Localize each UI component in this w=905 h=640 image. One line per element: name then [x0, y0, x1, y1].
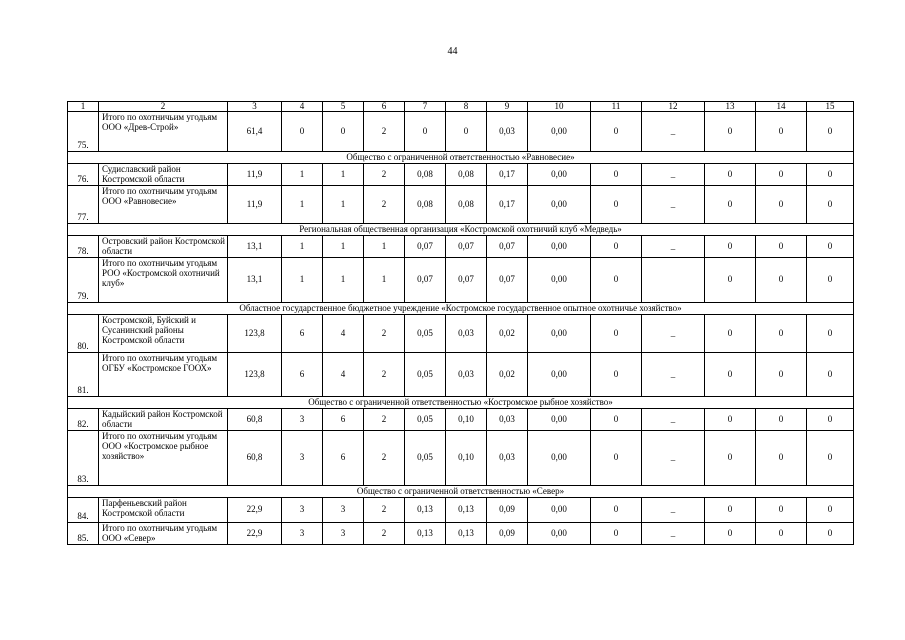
table-cell: 0,13 — [446, 523, 487, 545]
row-number: 84. — [68, 498, 99, 523]
table-cell: 0 — [807, 409, 854, 431]
row-number: 76. — [68, 164, 99, 186]
table-cell: 1 — [282, 164, 323, 186]
row-name: Островский район Костромской области — [99, 236, 228, 258]
table-cell: 0 — [807, 315, 854, 353]
table-cell: 2 — [364, 315, 405, 353]
table-cell: 0 — [591, 112, 642, 152]
column-number-header: 7 — [405, 102, 446, 112]
table-row — [68, 186, 854, 224]
table-cell: 1 — [323, 258, 364, 303]
table-cell: _ — [642, 409, 705, 431]
table-cell: 0,00 — [528, 409, 591, 431]
table-cell: 123,8 — [228, 315, 282, 353]
table-cell: 0 — [705, 112, 756, 152]
table-cell: 0,03 — [487, 409, 528, 431]
table-cell: 0 — [591, 431, 642, 486]
table-cell: 0,17 — [487, 186, 528, 224]
table-cell: 0,03 — [446, 353, 487, 397]
table-cell: 1 — [323, 186, 364, 224]
table-cell: 60,8 — [228, 431, 282, 486]
table-cell: 0 — [591, 186, 642, 224]
row-name: Итого по охотничьим угодьям ОГБУ «Костромское ГООХ» — [99, 353, 228, 397]
table-cell: 0,02 — [487, 315, 528, 353]
row-number: 82. — [68, 409, 99, 431]
row-name: Парфеньевский район Костромской области — [99, 498, 228, 523]
table-cell: 0,07 — [446, 258, 487, 303]
column-number-header: 12 — [642, 102, 705, 112]
table-cell: 0,07 — [446, 236, 487, 258]
section-header-row — [68, 486, 854, 498]
row-name: Кадыйский район Костромской области — [99, 409, 228, 431]
table-cell: 1 — [323, 236, 364, 258]
table-cell: _ — [642, 431, 705, 486]
table-row — [68, 523, 854, 545]
hunting-grounds-table — [67, 101, 854, 545]
table-cell: 0 — [756, 523, 807, 545]
table-cell: 0,05 — [405, 315, 446, 353]
table-row — [68, 112, 854, 152]
table-cell: 0 — [756, 353, 807, 397]
column-number-header: 1 — [68, 102, 99, 112]
table-cell: 4 — [323, 353, 364, 397]
row-name: Итого по охотничьим угодьям ООО «Равновесие» — [99, 186, 228, 224]
table-cell: 0,08 — [446, 164, 487, 186]
table-cell: 0,00 — [528, 164, 591, 186]
section-header-row — [68, 152, 854, 164]
table-cell: 2 — [364, 498, 405, 523]
table-cell: 0,17 — [487, 164, 528, 186]
table-cell: 0,00 — [528, 258, 591, 303]
table-cell: 0 — [591, 353, 642, 397]
table-cell: 0,09 — [487, 498, 528, 523]
table-cell: 6 — [323, 409, 364, 431]
table-cell: 0 — [756, 164, 807, 186]
column-number-header: 8 — [446, 102, 487, 112]
row-name: Итого по охотничьим угодьям ООО «Север» — [99, 523, 228, 545]
table-cell: 0 — [705, 431, 756, 486]
table-cell: 0 — [591, 315, 642, 353]
table-cell: 0 — [591, 236, 642, 258]
table-cell: 0 — [756, 315, 807, 353]
table-cell: 0 — [756, 258, 807, 303]
table-cell: 0 — [756, 498, 807, 523]
row-name: Судиславский район Костромской области — [99, 164, 228, 186]
table-cell: 0,02 — [487, 353, 528, 397]
section-title: Общество с ограниченной ответственностью «Костромское рыбное хозяйство» — [68, 397, 854, 409]
column-number-header: 15 — [807, 102, 854, 112]
table-cell: 0 — [705, 236, 756, 258]
table-cell: 3 — [282, 523, 323, 545]
table-cell: 0 — [705, 186, 756, 224]
table-cell: 0 — [705, 315, 756, 353]
table-cell: 0,08 — [405, 186, 446, 224]
row-name: Итого по охотничьим угодьям РОО «Костромской охотничий клуб» — [99, 258, 228, 303]
section-title: Областное государственное бюджетное учреждение «Костромское государственное опытное охотничье хозяйство» — [68, 303, 854, 315]
row-number: 79. — [68, 258, 99, 303]
section-title: Общество с ограниченной ответственностью «Равновесие» — [68, 152, 854, 164]
table-cell: 0 — [807, 112, 854, 152]
table-cell: 0,08 — [405, 164, 446, 186]
table-cell: 3 — [323, 523, 364, 545]
table-cell: 0 — [591, 258, 642, 303]
table-cell: 0,00 — [528, 431, 591, 486]
row-number: 83. — [68, 431, 99, 486]
table-cell: 123,8 — [228, 353, 282, 397]
table-cell: _ — [642, 498, 705, 523]
table-cell — [642, 258, 705, 303]
table-cell: 2 — [364, 186, 405, 224]
page-number: 44 — [447, 46, 458, 57]
table-row — [68, 236, 854, 258]
table-cell: 0,10 — [446, 431, 487, 486]
table-cell: 0 — [807, 431, 854, 486]
row-number: 77. — [68, 186, 99, 224]
table-cell: 0,13 — [405, 523, 446, 545]
column-number-header: 2 — [99, 102, 228, 112]
table-cell: 0 — [807, 523, 854, 545]
column-number-header: 9 — [487, 102, 528, 112]
table-cell: 2 — [364, 112, 405, 152]
table-cell: 0 — [282, 112, 323, 152]
table-cell: _ — [642, 186, 705, 224]
table-cell: 0 — [756, 409, 807, 431]
table-cell: 6 — [282, 315, 323, 353]
table-cell: 0 — [705, 498, 756, 523]
table-cell: 0,07 — [487, 258, 528, 303]
section-header-row — [68, 397, 854, 409]
column-number-header: 13 — [705, 102, 756, 112]
table-row — [68, 498, 854, 523]
column-number-row — [68, 102, 854, 112]
table-row — [68, 353, 854, 397]
row-number: 81. — [68, 353, 99, 397]
table-cell: 13,1 — [228, 236, 282, 258]
column-number-header: 10 — [528, 102, 591, 112]
table-cell: 0,07 — [487, 236, 528, 258]
table-cell: 0,00 — [528, 498, 591, 523]
table-cell: 3 — [282, 498, 323, 523]
table-cell: 1 — [282, 186, 323, 224]
table-cell: 22,9 — [228, 498, 282, 523]
table-cell: 0 — [807, 258, 854, 303]
column-number-header: 3 — [228, 102, 282, 112]
table-cell: 22,9 — [228, 523, 282, 545]
column-number-header: 14 — [756, 102, 807, 112]
row-name: Итого по охотничьим угодьям ООО «Древ-Строй» — [99, 112, 228, 152]
table-cell: 0 — [591, 523, 642, 545]
table-cell: 4 — [323, 315, 364, 353]
table-cell: 0,03 — [487, 112, 528, 152]
table-cell: 0 — [705, 164, 756, 186]
row-name: Костромской, Буйский и Сусанинский районы Костромской области — [99, 315, 228, 353]
table-cell: 13,1 — [228, 258, 282, 303]
column-number-header: 5 — [323, 102, 364, 112]
table-cell: 1 — [282, 236, 323, 258]
table-cell: 0 — [807, 164, 854, 186]
table-row — [68, 409, 854, 431]
table-cell: 2 — [364, 353, 405, 397]
table-cell: 0 — [591, 409, 642, 431]
table-cell: 2 — [364, 164, 405, 186]
column-number-header: 6 — [364, 102, 405, 112]
table-cell: 0 — [756, 236, 807, 258]
table-cell: 0,00 — [528, 236, 591, 258]
column-number-header: 11 — [591, 102, 642, 112]
table-cell: 0,05 — [405, 409, 446, 431]
table-cell: 0 — [591, 498, 642, 523]
table-cell: _ — [642, 164, 705, 186]
table-cell: 0,09 — [487, 523, 528, 545]
table-cell: 0 — [705, 353, 756, 397]
column-number-header: 4 — [282, 102, 323, 112]
table-cell: 0,10 — [446, 409, 487, 431]
table-cell: 11,9 — [228, 186, 282, 224]
table-cell: 0 — [323, 112, 364, 152]
table-row — [68, 258, 854, 303]
table-cell: 0 — [807, 186, 854, 224]
row-number: 78. — [68, 236, 99, 258]
table-cell: 0,13 — [405, 498, 446, 523]
table-cell: 61,4 — [228, 112, 282, 152]
table-cell: 0 — [756, 112, 807, 152]
table-cell: _ — [642, 523, 705, 545]
table-cell: 0 — [405, 112, 446, 152]
table-body — [68, 102, 854, 545]
table-cell: 6 — [282, 353, 323, 397]
table-cell: _ — [642, 353, 705, 397]
table-cell: 0,00 — [528, 186, 591, 224]
table-cell: 0 — [591, 164, 642, 186]
table-cell: 11,9 — [228, 164, 282, 186]
table-cell: 0 — [756, 186, 807, 224]
table-cell: 2 — [364, 431, 405, 486]
table-cell: 0 — [756, 431, 807, 486]
table-cell: 60,8 — [228, 409, 282, 431]
table-cell: 3 — [282, 431, 323, 486]
table-cell: 0 — [705, 409, 756, 431]
table-cell: 0,07 — [405, 236, 446, 258]
section-header-row — [68, 303, 854, 315]
row-name: Итого по охотничьим угодьям ООО «Костромское рыбное хозяйство» — [99, 431, 228, 486]
table-row — [68, 164, 854, 186]
table-cell: 0 — [705, 258, 756, 303]
table-row — [68, 315, 854, 353]
table-cell: 0 — [807, 498, 854, 523]
table-cell: 2 — [364, 523, 405, 545]
table-cell: 3 — [282, 409, 323, 431]
table-cell: 0 — [807, 236, 854, 258]
table-cell: 1 — [282, 258, 323, 303]
table-cell: 0 — [807, 353, 854, 397]
row-number: 80. — [68, 315, 99, 353]
table-cell: 0,00 — [528, 353, 591, 397]
row-number: 75. — [68, 112, 99, 152]
table-cell: _ — [642, 236, 705, 258]
table-cell: 2 — [364, 409, 405, 431]
table-cell: 0,13 — [446, 498, 487, 523]
table-cell: 0,00 — [528, 315, 591, 353]
table-cell: _ — [642, 315, 705, 353]
table-cell: 0 — [446, 112, 487, 152]
table-cell: 0 — [705, 523, 756, 545]
section-title: Общество с ограниченной ответственностью «Север» — [68, 486, 854, 498]
table-cell: 0,00 — [528, 523, 591, 545]
table-cell: 3 — [323, 498, 364, 523]
section-header-row — [68, 224, 854, 236]
table-cell: 0,03 — [446, 315, 487, 353]
table-cell: 1 — [364, 258, 405, 303]
table-cell: 0,05 — [405, 353, 446, 397]
row-number: 85. — [68, 523, 99, 545]
table-cell: 0,03 — [487, 431, 528, 486]
table-cell: 0,00 — [528, 112, 591, 152]
table-cell: 1 — [323, 164, 364, 186]
table-cell: 0,07 — [405, 258, 446, 303]
table-cell: 0,08 — [446, 186, 487, 224]
table-cell: 6 — [323, 431, 364, 486]
table-cell: _ — [642, 112, 705, 152]
section-title: Региональная общественная организация «Костромской охотничий клуб «Медведь» — [68, 224, 854, 236]
table-cell: 0,05 — [405, 431, 446, 486]
table-cell: 1 — [364, 236, 405, 258]
table-row — [68, 431, 854, 486]
